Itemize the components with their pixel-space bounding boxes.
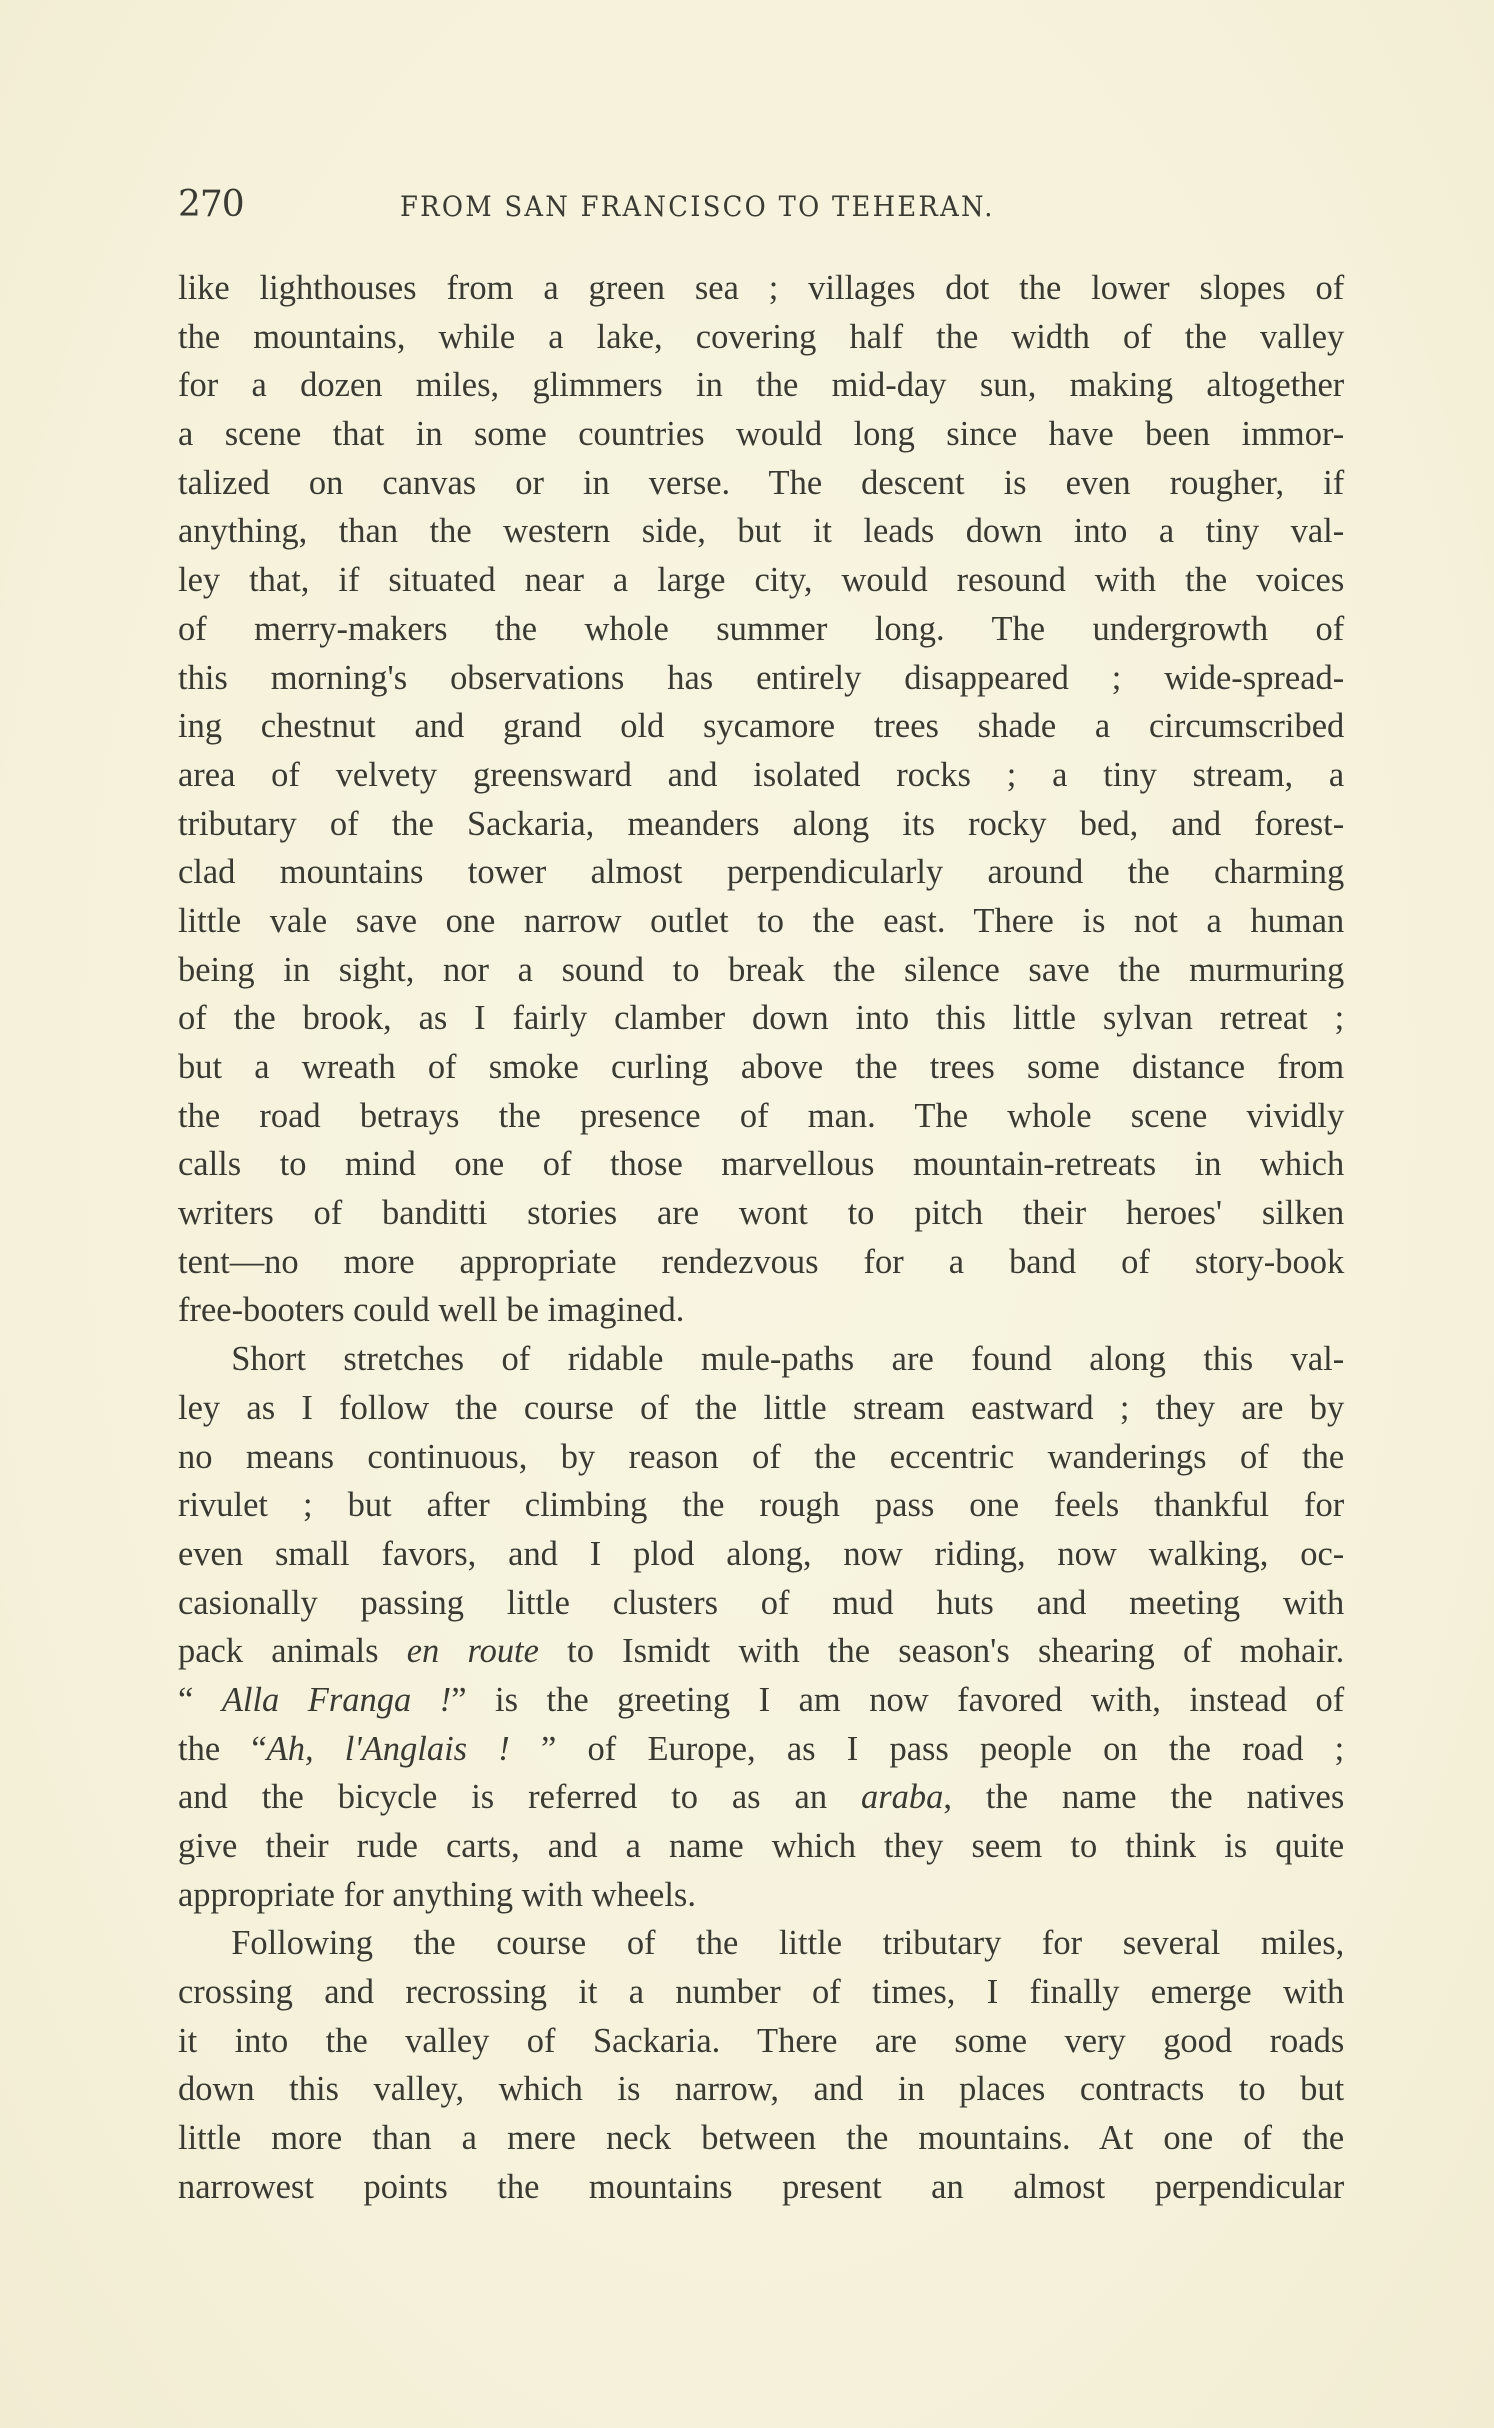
text-line: crossing and recrossing it a number of times, I finally emerge with [178, 1972, 1345, 2012]
text-run: ” is the greeting I am now favored with, instead of [451, 1679, 1345, 1719]
text-run: to Ismidt with the season's shearing of mohair. [538, 1631, 1345, 1671]
text-line: Short stretches of ridable mule-paths are found along this val- [231, 1339, 1345, 1379]
text-line: a scene that in some countries would long since have been immor- [178, 414, 1345, 454]
running-title: FROM SAN FRANCISCO TO TEHERAN. [400, 190, 995, 223]
italic-phrase: Ah, l'Anglais ! [266, 1728, 510, 1768]
text-line: this morning's observations has entirely disappeared ; wide-spread- [178, 657, 1345, 697]
text-line: of merry-makers the whole summer long. The undergrowth of [178, 608, 1345, 648]
text-run: ” of Europe, as I pass people on the road ; [509, 1728, 1345, 1768]
text-line: calls to mind one of those marvellous mountain-retreats in which [178, 1144, 1345, 1184]
paragraph-1 [178, 264, 1362, 1335]
text-line: of the brook, as I fairly clamber down into this little sylvan retreat ; [178, 998, 1345, 1038]
text-line: but a wreath of smoke curling above the trees some distance from [178, 1047, 1345, 1086]
text-line: tent—no more appropriate rendezvous for a band of story-book [178, 1241, 1345, 1281]
text-line: rivulet ; but after climbing the rough pass one feels thankful for [178, 1485, 1345, 1525]
text-line-with-italic [178, 1725, 1344, 1774]
text-run: “ [178, 1679, 222, 1719]
paragraph-3 [178, 1919, 1362, 2211]
text-line: appropriate for anything with wheels. [178, 1874, 696, 1914]
text-run: the “ [178, 1728, 267, 1768]
text-run: pack animals [178, 1631, 407, 1671]
text-line: ley that, if situated near a large city, would resound with the voices [178, 560, 1345, 600]
text-line: clad mountains tower almost perpendicularly around the charming [178, 852, 1345, 892]
italic-phrase: araba [860, 1777, 944, 1817]
text-line: down this valley, which is narrow, and in places contracts to but [178, 2069, 1345, 2109]
text-line-with-italic [178, 1627, 1344, 1676]
text-line: like lighthouses from a green sea ; villages dot the lower slopes of [178, 268, 1345, 307]
text-line: give their rude carts, and a name which they seem to think is quite [178, 1826, 1345, 1865]
text-line: anything, than the western side, but it leads down into a tiny val- [178, 511, 1345, 551]
text-line: little more than a mere neck between the mountains. At one of the [178, 2118, 1345, 2158]
text-line: being in sight, nor a sound to break the silence save the murmuring [178, 949, 1345, 989]
text-line: it into the valley of Sackaria. There are some very good roads [178, 2020, 1345, 2060]
text-line: ing chestnut and grand old sycamore trees shade a circumscribed [178, 706, 1345, 746]
text-line: free-booters could well be imagined. [178, 1290, 685, 1330]
italic-phrase: Alla Franga ! [221, 1679, 452, 1719]
text-line: even small favors, and I plod along, now riding, now walking, oc- [178, 1533, 1345, 1573]
text-line: area of velvety greensward and isolated rocks ; a tiny stream, a [178, 754, 1345, 794]
text-line: writers of banditti stories are wont to pitch their heroes' silken [178, 1193, 1345, 1233]
text-line: for a dozen miles, glimmers in the mid-day sun, making altogether [178, 365, 1345, 405]
text-run: and the bicycle is referred to as an [178, 1777, 861, 1817]
text-line: tributary of the Sackaria, meanders along its rocky bed, and forest- [178, 803, 1345, 843]
text-line: the road betrays the presence of man. The whole scene vividly [178, 1095, 1345, 1135]
text-line-with-italic [178, 1676, 1344, 1725]
text-line: little vale save one narrow outlet to the east. There is not a human [178, 900, 1345, 940]
text-run: , the name the natives [943, 1777, 1345, 1817]
body-text [178, 264, 1362, 2212]
paragraph-2 [178, 1335, 1362, 1919]
text-line: the mountains, while a lake, covering half the width of the valley [178, 316, 1345, 356]
text-line: narrowest points the mountains present an almost perpendicular [178, 2166, 1345, 2206]
page-number: 270 [178, 184, 244, 225]
text-line: talized on canvas or in verse. The descent is even rougher, if [178, 462, 1345, 502]
text-line: casionally passing little clusters of mud huts and meeting with [178, 1582, 1345, 1622]
text-line: no means continuous, by reason of the eccentric wanderings of the [178, 1436, 1345, 1476]
text-line: Following the course of the little tributary for several miles, [231, 1923, 1345, 1963]
italic-phrase: en route [406, 1631, 539, 1671]
text-line-with-italic [178, 1773, 1344, 1822]
text-line: ley as I follow the course of the little stream eastward ; they are by [178, 1387, 1345, 1427]
page-header [178, 184, 1362, 234]
